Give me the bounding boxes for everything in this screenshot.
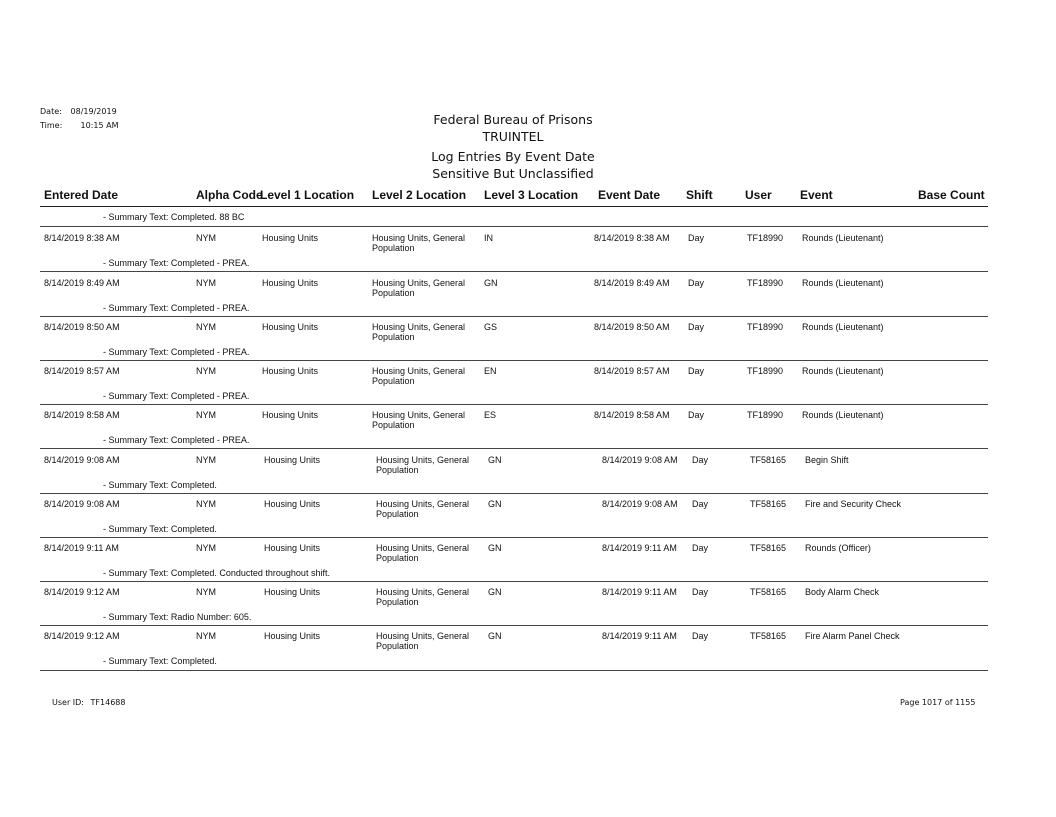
level2-location: Housing Units, General Population xyxy=(372,366,466,386)
summary-text: - Summary Text: Completed - PREA. xyxy=(103,347,250,357)
entered-date: 8/14/2019 8:38 AM xyxy=(44,233,120,243)
alpha-code: NYM xyxy=(196,233,216,243)
row-divider xyxy=(40,360,988,361)
col-shift: Shift xyxy=(686,188,713,202)
user: TF18990 xyxy=(747,278,784,288)
level2-location: Housing Units, General Population xyxy=(372,322,466,342)
event: Rounds (Lieutenant) xyxy=(802,233,884,243)
summary-text: - Summary Text: Completed. Conducted throughout shift. xyxy=(103,568,330,578)
event: Rounds (Lieutenant) xyxy=(802,278,884,288)
event-date: 8/14/2019 9:11 AM xyxy=(602,543,677,553)
shift: Day xyxy=(692,499,709,509)
shift: Day xyxy=(692,543,709,553)
level3-location: IN xyxy=(484,233,493,243)
user: TF58165 xyxy=(750,631,787,641)
alpha-code: NYM xyxy=(196,278,216,288)
event-date: 8/14/2019 8:58 AM xyxy=(594,410,670,420)
event: Rounds (Lieutenant) xyxy=(802,366,884,376)
shift: Day xyxy=(688,278,705,288)
level3-location: GS xyxy=(484,322,498,332)
event-date: 8/14/2019 9:11 AM xyxy=(602,587,677,597)
entered-date: 8/14/2019 9:08 AM xyxy=(44,455,120,465)
system-title: TRUINTEL xyxy=(482,129,544,144)
level1-location: Housing Units xyxy=(262,410,319,420)
row-divider xyxy=(40,448,988,449)
level3-location: GN xyxy=(488,587,502,597)
alpha-code: NYM xyxy=(196,366,216,376)
level1-location: Housing Units xyxy=(264,631,321,641)
event: Begin Shift xyxy=(805,455,849,465)
entered-date: 8/14/2019 8:57 AM xyxy=(44,366,120,376)
header-rule xyxy=(40,206,988,207)
col-base-count: Base Count xyxy=(918,188,985,202)
user: TF58165 xyxy=(750,455,787,465)
time-label: Time: xyxy=(40,121,63,130)
row-divider xyxy=(40,537,988,538)
alpha-code: NYM xyxy=(196,455,216,465)
entered-date: 8/14/2019 9:08 AM xyxy=(44,499,120,509)
row-divider xyxy=(40,226,988,227)
entered-date: 8/14/2019 8:49 AM xyxy=(44,278,120,288)
alpha-code: NYM xyxy=(196,410,216,420)
row-divider xyxy=(40,625,988,626)
row-divider xyxy=(40,271,988,272)
level2-location: Housing Units, General Population xyxy=(376,631,470,651)
level1-location: Housing Units xyxy=(262,278,319,288)
row-divider xyxy=(40,581,988,582)
level2-location: Housing Units, General Population xyxy=(372,278,466,298)
shift: Day xyxy=(692,587,709,597)
time-value: 10:15 AM xyxy=(80,121,119,130)
level1-location: Housing Units xyxy=(262,322,319,332)
user: TF58165 xyxy=(750,499,787,509)
event-date: 8/14/2019 9:11 AM xyxy=(602,631,677,641)
report-title: Log Entries By Event Date xyxy=(431,149,595,164)
col-alpha-code: Alpha Code xyxy=(196,188,263,202)
level2-location: Housing Units, General Population xyxy=(372,233,466,253)
event-date: 8/14/2019 8:57 AM xyxy=(594,366,670,376)
level3-location: GN xyxy=(488,543,502,553)
row-divider xyxy=(40,316,988,317)
col-event: Event xyxy=(800,188,833,202)
summary-text: - Summary Text: Completed - PREA. xyxy=(103,258,250,268)
alpha-code: NYM xyxy=(196,587,216,597)
alpha-code: NYM xyxy=(196,499,216,509)
user: TF58165 xyxy=(750,543,787,553)
event: Rounds (Lieutenant) xyxy=(802,410,884,420)
date-value: 08/19/2019 xyxy=(70,107,117,116)
row-divider xyxy=(40,493,988,494)
shift: Day xyxy=(692,455,709,465)
user: TF58165 xyxy=(750,587,787,597)
shift: Day xyxy=(688,233,705,243)
user: TF18990 xyxy=(747,233,784,243)
col-entered-date: Entered Date xyxy=(44,188,119,202)
level3-location: GN xyxy=(484,278,498,288)
leading-summary: - Summary Text: Completed. 88 BC xyxy=(103,212,245,222)
event: Fire Alarm Panel Check xyxy=(805,631,900,641)
summary-text: - Summary Text: Completed. xyxy=(103,524,217,534)
level2-location: Housing Units, General Population xyxy=(376,499,470,519)
level3-location: ES xyxy=(484,410,497,420)
shift: Day xyxy=(688,322,705,332)
level1-location: Housing Units xyxy=(264,587,321,597)
level3-location: GN xyxy=(488,631,502,641)
entered-date: 8/14/2019 9:11 AM xyxy=(44,543,119,553)
event-date: 8/14/2019 8:38 AM xyxy=(594,233,670,243)
summary-text: - Summary Text: Completed. xyxy=(103,480,217,490)
event-date: 8/14/2019 9:08 AM xyxy=(602,499,678,509)
alpha-code: NYM xyxy=(196,543,216,553)
event-date: 8/14/2019 8:50 AM xyxy=(594,322,670,332)
user-id-value: TF14688 xyxy=(90,698,126,707)
event-date: 8/14/2019 8:49 AM xyxy=(594,278,670,288)
page-number: Page 1017 of 1155 xyxy=(900,698,976,707)
col-level2-location: Level 2 Location xyxy=(372,188,467,202)
level2-location: Housing Units, General Population xyxy=(376,543,470,563)
row-divider xyxy=(40,670,988,671)
classification-title: Sensitive But Unclassified xyxy=(432,166,594,181)
user: TF18990 xyxy=(747,322,784,332)
summary-text: - Summary Text: Radio Number: 605. xyxy=(103,612,252,622)
footer-user xyxy=(52,698,125,707)
user: TF18990 xyxy=(747,410,784,420)
event: Fire and Security Check xyxy=(805,499,902,509)
level1-location: Housing Units xyxy=(264,455,321,465)
shift: Day xyxy=(688,410,705,420)
level3-location: GN xyxy=(488,499,502,509)
col-user: User xyxy=(745,188,772,202)
summary-text: - Summary Text: Completed. xyxy=(103,656,217,666)
event: Body Alarm Check xyxy=(805,587,880,597)
org-title: Federal Bureau of Prisons xyxy=(433,112,593,127)
report-date xyxy=(40,107,117,116)
summary-text: - Summary Text: Completed - PREA. xyxy=(103,435,250,445)
level3-location: EN xyxy=(484,366,497,376)
level1-location: Housing Units xyxy=(262,233,319,243)
level3-location: GN xyxy=(488,455,502,465)
level2-location: Housing Units, General Population xyxy=(372,410,466,430)
entered-date: 8/14/2019 9:12 AM xyxy=(44,587,120,597)
col-level1-location: Level 1 Location xyxy=(260,188,355,202)
col-level3-location: Level 3 Location xyxy=(484,188,579,202)
event: Rounds (Officer) xyxy=(805,543,871,553)
event-date: 8/14/2019 9:08 AM xyxy=(602,455,678,465)
alpha-code: NYM xyxy=(196,322,216,332)
user: TF18990 xyxy=(747,366,784,376)
level1-location: Housing Units xyxy=(264,499,321,509)
event: Rounds (Lieutenant) xyxy=(802,322,884,332)
level2-location: Housing Units, General Population xyxy=(376,587,470,607)
level1-location: Housing Units xyxy=(264,543,321,553)
alpha-code: NYM xyxy=(196,631,216,641)
summary-text: - Summary Text: Completed - PREA. xyxy=(103,391,250,401)
report-time xyxy=(40,121,119,130)
col-event-date: Event Date xyxy=(598,188,661,202)
entered-date: 8/14/2019 8:58 AM xyxy=(44,410,120,420)
date-label: Date: xyxy=(40,107,62,116)
level1-location: Housing Units xyxy=(262,366,319,376)
row-divider xyxy=(40,404,988,405)
entered-date: 8/14/2019 9:12 AM xyxy=(44,631,120,641)
shift: Day xyxy=(688,366,705,376)
entered-date: 8/14/2019 8:50 AM xyxy=(44,322,120,332)
user-id-label: User ID: xyxy=(52,698,84,707)
summary-text: - Summary Text: Completed - PREA. xyxy=(103,303,250,313)
level2-location: Housing Units, General Population xyxy=(376,455,470,475)
shift: Day xyxy=(692,631,709,641)
